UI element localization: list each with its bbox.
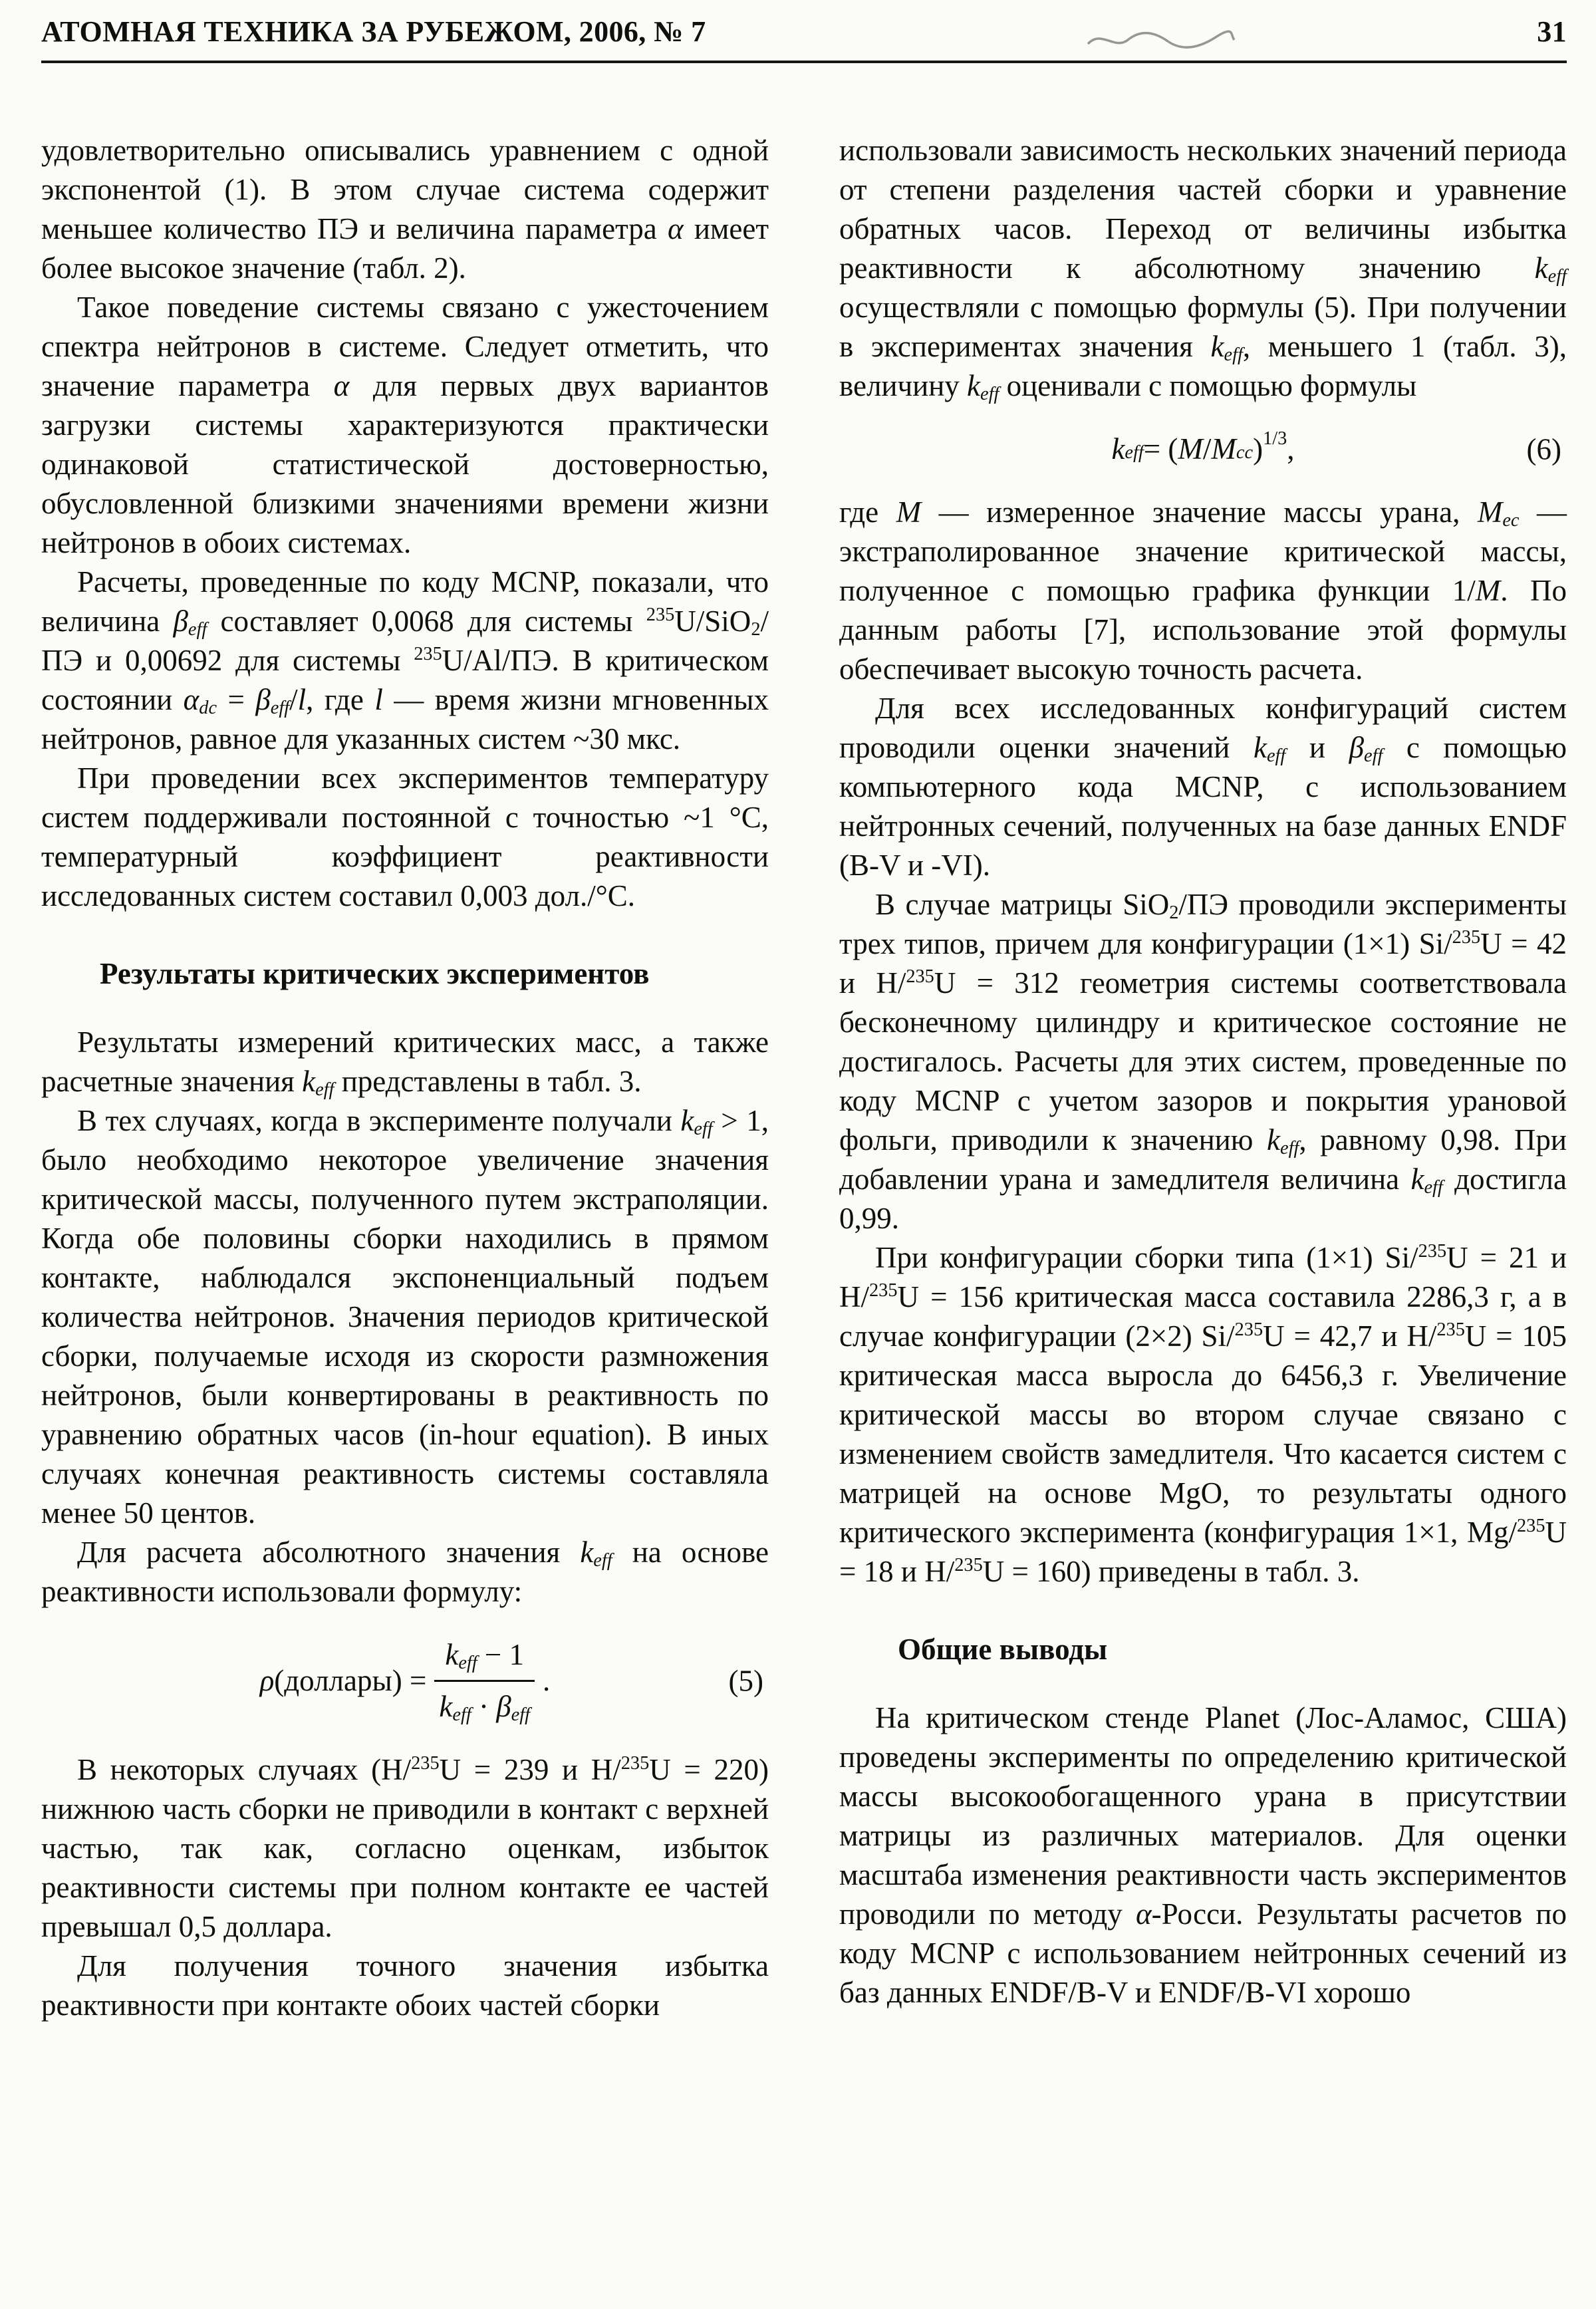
left-column (41, 131, 769, 2025)
fraction-denominator: $k_{eff} \cdot \beta_{eff}$ (439, 1690, 530, 1725)
two-column-layout (41, 131, 1567, 2025)
paragraph: использовали зависимость нескольких значений периода от степени разделения частей сборки и уравнение обратных часов. Переход от величины избытка реактивности к абсолютному значению $k_{eff}$ осуществляли с помощью формулы (5). При получении в экспериментах значения $k_{eff}$, меньшего 1 (табл. 3), величину $k_{eff}$ оценивали с помощью формулы (839, 134, 1567, 404)
paragraph: В тех случаях, когда в эксперименте получали $k_{eff} > 1$, было необходимо некоторое увеличение значения критической массы, полученного путем экстраполяции. Когда обе половины сборки находились в прямом контакте, наблюдался экспоненциальный подъем количества нейтронов. Значения периодов критической сборки, получаемые исходя из скорости размножения нейтронов, были конвертированы в реактивность по уравнению обратных часов (in-hour equation). В иных случаях конечная реактивность системы составляла менее 50 центов. (41, 1104, 769, 1530)
equation-body: ρ (доллары) = $\frac{k_{eff} - 1}{k_{eff} \cdot \beta_{eff}}$ . (260, 1635, 551, 1726)
equation (41, 1635, 769, 1726)
scan-artifact-squiggle (1084, 23, 1237, 57)
fraction (434, 1635, 535, 1726)
paragraph: где M — измеренное значение массы урана, $M_{ec}$ — экстраполированное значение критической массы, полученное с помощью графика функции 1/M. По данным работы [7], использование этой формулы обеспечивает высокую точность расчета. (839, 495, 1567, 686)
equation-body: k $_{eff}$ = ( M / M $_{cc}$ ) $^{1/3}$ , (1111, 428, 1295, 466)
paragraph: В некоторых случаях (H/$^{235}$U = 239 и H/$^{235}$U = 220) нижнюю часть сборки не приводили в контакт с верхней частью, так как, согласно оценкам, избыток реактивности системы при полном контакте ее частей превышал 0,5 доллара. (41, 1753, 769, 1943)
right-column (839, 131, 1567, 2025)
paragraph: Для расчета абсолютного значения $k_{eff}$ на основе реактивности использовали формулу: (41, 1536, 769, 1608)
paragraph: удовлетворительно описывались уравнением с одной экспонентой (1). В этом случае система содержит меньшее количество ПЭ и величина параметра α имеет более высокое значение (табл. 2). (41, 134, 769, 285)
paragraph: Для получения точного значения избытка реактивности при контакте обоих частей сборки (41, 1949, 769, 2022)
equation (839, 430, 1567, 469)
journal-running-title: АТОМНАЯ ТЕХНИКА ЗА РУБЕЖОМ, 2006, № 7 (41, 15, 706, 48)
paragraph: При проведении всех экспериментов температуру систем поддерживали постоянной с точностью ~1 °С, температурный коэффициент реактивности исследованных систем составил 0,003 дол./°С. (41, 761, 769, 912)
equation-number: (6) (1526, 432, 1561, 466)
paragraph: В случае матрицы SiO$_2$/ПЭ проводили эксперименты трех типов, причем для конфигурации (1×1) Si/$^{235}$U = 42 и H/$^{235}$U = 312 геометрия системы соответствовала бесконечному цилиндру и критическое состояние не достигалось. Расчеты для этих систем, проведенные по коду MCNP с учетом зазоров и покрытия урановой фольги, приводили к значению $k_{eff}$, равному 0,98. При добавлении урана и замедлителя величина $k_{eff}$ достигла 0,99. (839, 888, 1567, 1235)
page-number: 31 (1537, 15, 1567, 48)
section-heading: Общие выводы (898, 1633, 1108, 1666)
section-heading: Результаты критических экспериментов (100, 957, 650, 990)
paragraph: Для всех исследованных конфигураций систем проводили оценки значений $k_{eff}$ и $\beta_{eff}$ с помощью компьютерного кода MCNP, с использованием нейтронных сечений, полученных на базе данных ENDF (B-V и -VI). (839, 692, 1567, 882)
paragraph: При конфигурации сборки типа (1×1) Si/$^{235}$U = 21 и H/$^{235}$U = 156 критическая масса составила 2286,3 г, а в случае конфигурации (2×2) Si/$^{235}$U = 42,7 и H/$^{235}$U = 105 критическая масса выросла до 6456,3 г. Увеличение критической массы во втором случае связано с изменением свойств замедлителя. Что касается систем с матрицей на основе MgO, то результаты одного критического эксперимента (конфигурация 1×1, Mg/$^{235}$U = 18 и H/$^{235}$U = 160) приведены в табл. 3. (839, 1241, 1567, 1588)
fraction-numerator: $k_{eff} - 1$ (434, 1635, 535, 1682)
header-rule (41, 61, 1567, 63)
paragraph: Результаты измерений критических масс, а также расчетные значения $k_{eff}$ представлены в табл. 3. (41, 1025, 769, 1100)
paragraph: На критическом стенде Planet (Лос-Аламос, США) проведены эксперименты по определению критической массы высокообогащенного урана в присутствии матрицы из различных материалов. Для оценки масштаба изменения реактивности часть экспериментов проводили по методу α-Росси. Результаты расчетов по коду MCNP с использованием нейтронных сечений из баз данных ENDF/B-V и ENDF/B-VI хорошо (839, 1701, 1567, 2009)
equation-number: (5) (728, 1664, 763, 1697)
paragraph: Расчеты, проведенные по коду MCNP, показали, что величина $\beta_{eff}$ составляет 0,0068 для системы $^{235}$U/SiO$_2$/ПЭ и 0,00692 для системы $^{235}$U/Al/ПЭ. В критическом состоянии $\alpha_{dc} = \beta_{eff}/l$, где l — время жизни мгновенных нейтронов, равное для указанных систем ~30 мкс. (41, 565, 769, 755)
paragraph: Такое поведение системы связано с ужесточением спектра нейтронов в системе. Следует отметить, что значение параметра α для первых двух вариантов загрузки системы характеризуются практически одинаковой статистической достоверностью, обусловленной близкими значениями времени жизни нейтронов в обоих системах. (41, 291, 769, 559)
page-header (41, 15, 1567, 49)
